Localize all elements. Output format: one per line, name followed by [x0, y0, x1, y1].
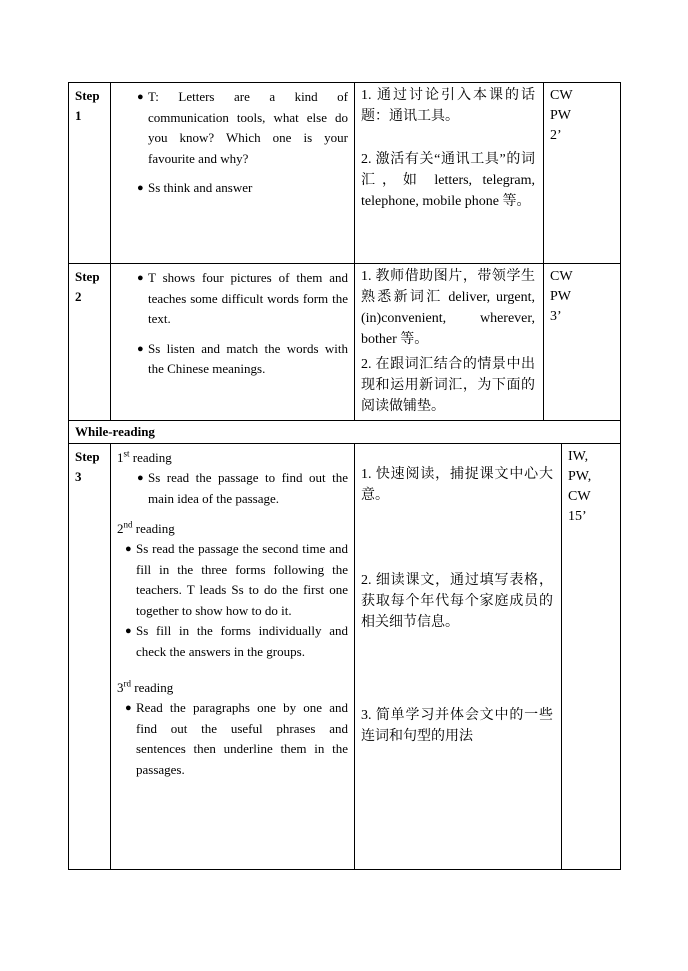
activity-item: ● T: Letters are a kind of communication tools, what else do you know? Which one is your favourite and why?	[137, 87, 348, 169]
step-3-form: IW, PW, CW 15’	[562, 444, 621, 870]
bullet-icon: ●	[125, 543, 132, 555]
lesson-plan-table	[68, 82, 621, 870]
activity-item: ● Ss fill in the forms individually and check the answers in the groups.	[117, 621, 348, 662]
reading-group-1	[117, 448, 348, 509]
step-1-label: Step 1	[69, 83, 111, 264]
step-2-activities	[111, 264, 355, 421]
purpose-item: 1. 教师借助图片，带领学生熟悉新词汇 deliver, urgent, (in)convenient, wherever, bother 等。	[361, 269, 535, 347]
reading-heading: 2nd reading	[117, 519, 175, 536]
step-1-form: CW PW 2’	[544, 83, 621, 264]
bullet-icon: ●	[137, 91, 144, 103]
step-3-row	[69, 444, 621, 870]
while-reading-row	[69, 421, 621, 444]
activity-item: ● Ss read the passage the second time and fill in the three forms following the teachers. T leads Ss to do the first one together to show how to do it.	[117, 539, 348, 621]
bullet-icon: ●	[137, 342, 144, 355]
step-1-row	[69, 83, 621, 264]
step-2-purpose	[355, 264, 544, 421]
bullet-icon: ●	[137, 272, 144, 284]
step-3-purpose	[355, 444, 562, 870]
purpose-item: 2. 激活有关“通讯工具”的词汇，如 letters, telegram, telephone, mobile phone 等。	[361, 152, 535, 209]
purpose-item: 2. 细读课文，通过填写表格，获取每个年代每个家庭成员的相关细节信息。	[361, 573, 553, 630]
bullet-icon: ●	[137, 182, 144, 194]
bullet-icon: ●	[125, 702, 132, 714]
bullet-icon: ●	[125, 625, 132, 637]
reading-group-2	[117, 519, 348, 662]
section-title: While-reading	[69, 421, 621, 444]
purpose-item: 1. 快速阅读，捕捉课文中心大意。	[361, 467, 553, 503]
step-2-label: Step 2	[69, 264, 111, 421]
purpose-item: 1. 通过讨论引入本课的话题：通讯工具。	[361, 88, 535, 124]
bullet-icon: ●	[137, 472, 144, 484]
step-1-purpose	[355, 83, 544, 264]
activity-item: ● Ss read the passage to find out the main idea of the passage.	[117, 468, 348, 509]
activity-item: ● Ss listen and match the words with the Chinese meanings.	[137, 339, 348, 380]
step-1-activities	[111, 83, 355, 264]
activity-item: ● Ss think and answer	[137, 178, 348, 199]
reading-heading: 1st reading	[117, 448, 172, 465]
reading-heading: 3rd reading	[117, 678, 174, 695]
purpose-item: 3. 简单学习并体会文中的一些连词和句型的用法	[361, 708, 553, 744]
activity-item: ● T shows four pictures of them and teaches some difficult words form the text.	[137, 268, 348, 330]
step-3-activities	[111, 444, 355, 870]
reading-group-3	[117, 678, 348, 780]
purpose-item: 2. 在跟词汇结合的情景中出现和运用新词汇，为下面的阅读做铺垫。	[361, 357, 535, 414]
activity-item: ● Read the paragraphs one by one and find out the useful phrases and sentences then underline them in the passages.	[117, 698, 348, 780]
step-2-row	[69, 264, 621, 421]
step-3-label: Step 3	[69, 444, 111, 870]
step-2-form: CW PW 3’	[544, 264, 621, 421]
